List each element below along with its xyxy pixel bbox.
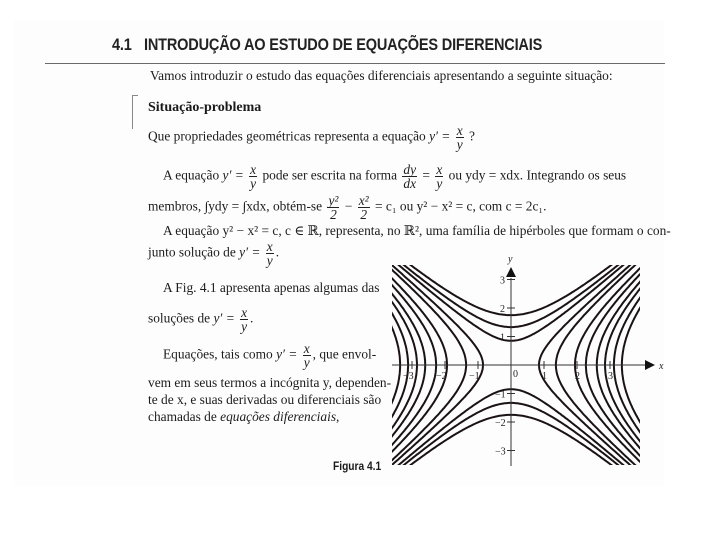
fraction: $\frac{x}{y}$ bbox=[436, 162, 443, 191]
figure-caption: Figura 4.1 bbox=[333, 459, 382, 473]
paragraph-4-line-3: te de x, e suas derivadas ou diferenciais são bbox=[148, 392, 382, 407]
box-heading: Situação-problema bbox=[148, 100, 262, 115]
x-tick-label: −2 bbox=[436, 371, 447, 382]
paragraph-4-line-2: vem em seus termos a incógnita y, dependen- bbox=[148, 375, 392, 390]
y-tick-label: −2 bbox=[495, 418, 506, 429]
fraction: $\frac{\text{x²}}{2}$ bbox=[358, 193, 369, 222]
hyperbola-family-chart bbox=[380, 250, 665, 475]
fraction: $\frac{x}{y}$ bbox=[266, 239, 273, 268]
x-tick-label: 3 bbox=[608, 371, 613, 382]
paragraph-2-line-2: junto solução de y′ = $\frac{x}{y}$ . bbox=[148, 239, 280, 268]
fraction: $\frac{x}{y}$ bbox=[456, 123, 463, 152]
x-tick-label: 1 bbox=[542, 371, 547, 382]
paragraph-3-line-1: A Fig. 4.1 apresenta apenas algumas das bbox=[163, 280, 380, 295]
y-tick-label: 1 bbox=[500, 332, 505, 344]
paragraph-4-line-1: Equações, tais como y′ = $\frac{x}{y}$ , que envol- bbox=[163, 341, 377, 370]
x-tick-label: 2 bbox=[575, 371, 580, 382]
section-title-text: INTRODUÇÃO AO ESTUDO DE EQUAÇÕES DIFERENCIAIS bbox=[143, 36, 543, 54]
y-tick-label: −1 bbox=[495, 389, 506, 401]
y-tick-label: 3 bbox=[500, 275, 505, 287]
fraction: $\frac{\text{y²}}{2}$ bbox=[328, 193, 339, 222]
y-axis-arrow-icon bbox=[506, 267, 516, 277]
section-title bbox=[112, 36, 542, 55]
paragraph-3-line-2: soluções de y′ = $\frac{x}{y}$ . bbox=[148, 305, 254, 334]
fraction: $\frac{dy}{dx}$ bbox=[403, 162, 417, 191]
paragraph-4-line-4: chamadas de equações diferenciais, bbox=[148, 409, 340, 424]
section-number: 4.1 bbox=[112, 36, 132, 54]
x-axis-label: x bbox=[659, 361, 664, 372]
fraction: $\frac{x}{y}$ bbox=[241, 305, 248, 334]
paragraph-1-line-2: membros, ∫ydy = ∫xdx, obtém-se $\frac{\text{y²}}{2}$ − $\frac{\text{x²}}{2}$ = c₁ ou y² − x² = c, com c = 2c₁. bbox=[148, 193, 547, 222]
paragraph-2-line-1: A equação y² − x² = c, c ∈ ℝ, representa, no ℝ², uma família de hipérboles que formam o con- bbox=[163, 223, 671, 238]
intro-paragraph: Vamos introduzir o estudo das equações diferenciais apresentando a seguinte situação: bbox=[150, 68, 613, 83]
x-tick-label: −3 bbox=[403, 371, 414, 382]
paragraph-1-line-1: A equação y′ = $\frac{x}{y}$ pode ser escrita na forma $\frac{dy}{dx}$ = $\frac{x}{y}$ ou ydy = xdx. Integrando os seus bbox=[163, 162, 627, 191]
x-axis-arrow-icon bbox=[645, 360, 655, 370]
fraction: $\frac{x}{y}$ bbox=[303, 341, 310, 370]
question-line: Que propriedades geométricas representa a equação y′ = $\frac{x}{y}$ ? bbox=[148, 123, 475, 152]
fraction: $\frac{x}{y}$ bbox=[250, 162, 257, 191]
x-tick-label: −1 bbox=[469, 371, 480, 382]
y-axis-label: y bbox=[508, 254, 513, 265]
y-tick-label: −3 bbox=[495, 446, 506, 458]
title-rule bbox=[45, 63, 665, 64]
origin-label: 0 bbox=[513, 369, 518, 380]
box-bracket bbox=[132, 95, 138, 129]
hyperbola-curves bbox=[380, 250, 665, 475]
y-tick-label: 2 bbox=[500, 304, 505, 315]
